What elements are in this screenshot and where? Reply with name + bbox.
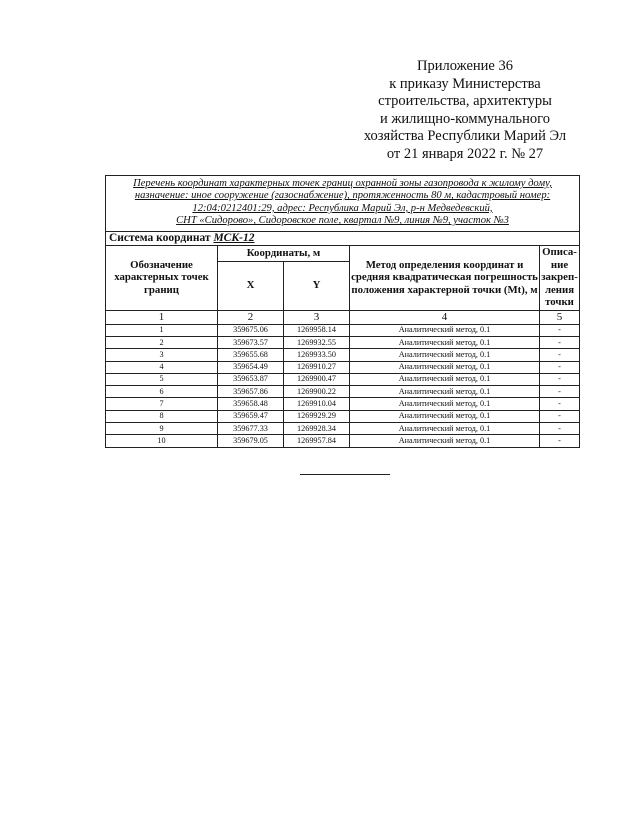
description-cell: -	[540, 398, 580, 410]
table-row	[106, 361, 580, 373]
document-header	[330, 58, 600, 163]
method-cell: Аналитический метод, 0.1	[350, 336, 540, 348]
y-coordinate-cell: 1269933.50	[284, 349, 350, 361]
header-method: Метод определения координат и средняя квадратическая погрешность положения характерной точки (Mt), м	[350, 245, 540, 310]
description-cell: -	[540, 349, 580, 361]
table-title-line: 12:04:0212401:29, адрес: Республика Марий Эл, р-н Медведевский,	[192, 202, 493, 214]
header-description: Описа-ние закреп-ления точки	[541, 246, 578, 309]
point-number-cell: 6	[106, 386, 218, 398]
point-number-cell: 3	[106, 349, 218, 361]
table-row	[106, 373, 580, 385]
method-cell: Аналитический метод, 0.1	[350, 349, 540, 361]
point-number-cell: 2	[106, 336, 218, 348]
table-row	[106, 349, 580, 361]
y-coordinate-cell: 1269928.34	[284, 423, 350, 435]
table-row	[106, 410, 580, 422]
y-coordinate-cell: 1269958.14	[284, 324, 350, 336]
column-number: 2	[218, 310, 284, 324]
coordinates-table	[105, 175, 580, 448]
y-coordinate-cell: 1269929.29	[284, 410, 350, 422]
header-x: X	[218, 261, 284, 310]
table-title-line: СНТ «Сидорово», Сидоровское поле, квартал №9, линия №9, участок №3	[176, 215, 509, 227]
point-number-cell: 9	[106, 423, 218, 435]
point-number-cell: 5	[106, 373, 218, 385]
header-line: к приказу Министерства	[389, 75, 541, 92]
description-cell: -	[540, 410, 580, 422]
coordinate-system-label: Система координат	[109, 232, 211, 245]
x-coordinate-cell: 359657.86	[218, 386, 284, 398]
table-title-line: Перечень координат характерных точек границ охранной зоны газопровода к жилому дому,	[133, 178, 552, 189]
column-number: 5	[540, 310, 580, 324]
point-number-cell: 7	[106, 398, 218, 410]
table-row	[106, 398, 580, 410]
description-cell: -	[540, 423, 580, 435]
table-row	[106, 324, 580, 336]
method-cell: Аналитический метод, 0.1	[350, 410, 540, 422]
x-coordinate-cell: 359675.06	[218, 324, 284, 336]
description-cell: -	[540, 435, 580, 447]
x-coordinate-cell: 359679.05	[218, 435, 284, 447]
header-line: и жилищно-коммунального	[379, 110, 551, 127]
table-row	[106, 435, 580, 447]
table-title-line: назначение: иное сооружение (газоснабжение), протяженность 80 м, кадастровый номер:	[134, 190, 551, 202]
header-coordinates: Координаты, м	[218, 245, 350, 261]
coordinate-system-row	[106, 231, 580, 245]
description-cell: -	[540, 361, 580, 373]
method-cell: Аналитический метод, 0.1	[350, 324, 540, 336]
y-coordinate-cell: 1269900.22	[284, 386, 350, 398]
x-coordinate-cell: 359673.57	[218, 336, 284, 348]
x-coordinate-cell: 359655.68	[218, 349, 284, 361]
header-y: Y	[284, 261, 350, 310]
header-line: Приложение 36	[417, 58, 513, 74]
column-number: 4	[350, 310, 540, 324]
header-line: хозяйства Республики Марий Эл	[363, 128, 567, 144]
table-title	[106, 176, 580, 232]
description-cell: -	[540, 386, 580, 398]
x-coordinate-cell: 359677.33	[218, 423, 284, 435]
description-cell: -	[540, 324, 580, 336]
x-coordinate-cell: 359658.48	[218, 398, 284, 410]
header-line: от 21 января 2022 г. № 27	[386, 145, 544, 162]
method-cell: Аналитический метод, 0.1	[350, 361, 540, 373]
table-row	[106, 423, 580, 435]
point-number-cell: 8	[106, 410, 218, 422]
separator-line	[300, 474, 390, 475]
coordinate-system-value: МСК-12	[213, 232, 255, 245]
y-coordinate-cell: 1269900.47	[284, 373, 350, 385]
description-cell: -	[540, 336, 580, 348]
header-designation: Обозначение характерных точек границ	[106, 245, 218, 310]
header-line: строительства, архитектуры	[378, 93, 552, 109]
table-row	[106, 386, 580, 398]
point-number-cell: 4	[106, 361, 218, 373]
point-number-cell: 1	[106, 324, 218, 336]
method-cell: Аналитический метод, 0.1	[350, 386, 540, 398]
y-coordinate-cell: 1269932.55	[284, 336, 350, 348]
x-coordinate-cell: 359654.49	[218, 361, 284, 373]
table-row	[106, 336, 580, 348]
description-cell: -	[540, 373, 580, 385]
x-coordinate-cell: 359653.87	[218, 373, 284, 385]
y-coordinate-cell: 1269910.04	[284, 398, 350, 410]
method-cell: Аналитический метод, 0.1	[350, 373, 540, 385]
method-cell: Аналитический метод, 0.1	[350, 423, 540, 435]
column-number: 3	[284, 310, 350, 324]
point-number-cell: 10	[106, 435, 218, 447]
y-coordinate-cell: 1269910.27	[284, 361, 350, 373]
column-number: 1	[106, 310, 218, 324]
method-cell: Аналитический метод, 0.1	[350, 435, 540, 447]
method-cell: Аналитический метод, 0.1	[350, 398, 540, 410]
y-coordinate-cell: 1269957.84	[284, 435, 350, 447]
x-coordinate-cell: 359659.47	[218, 410, 284, 422]
